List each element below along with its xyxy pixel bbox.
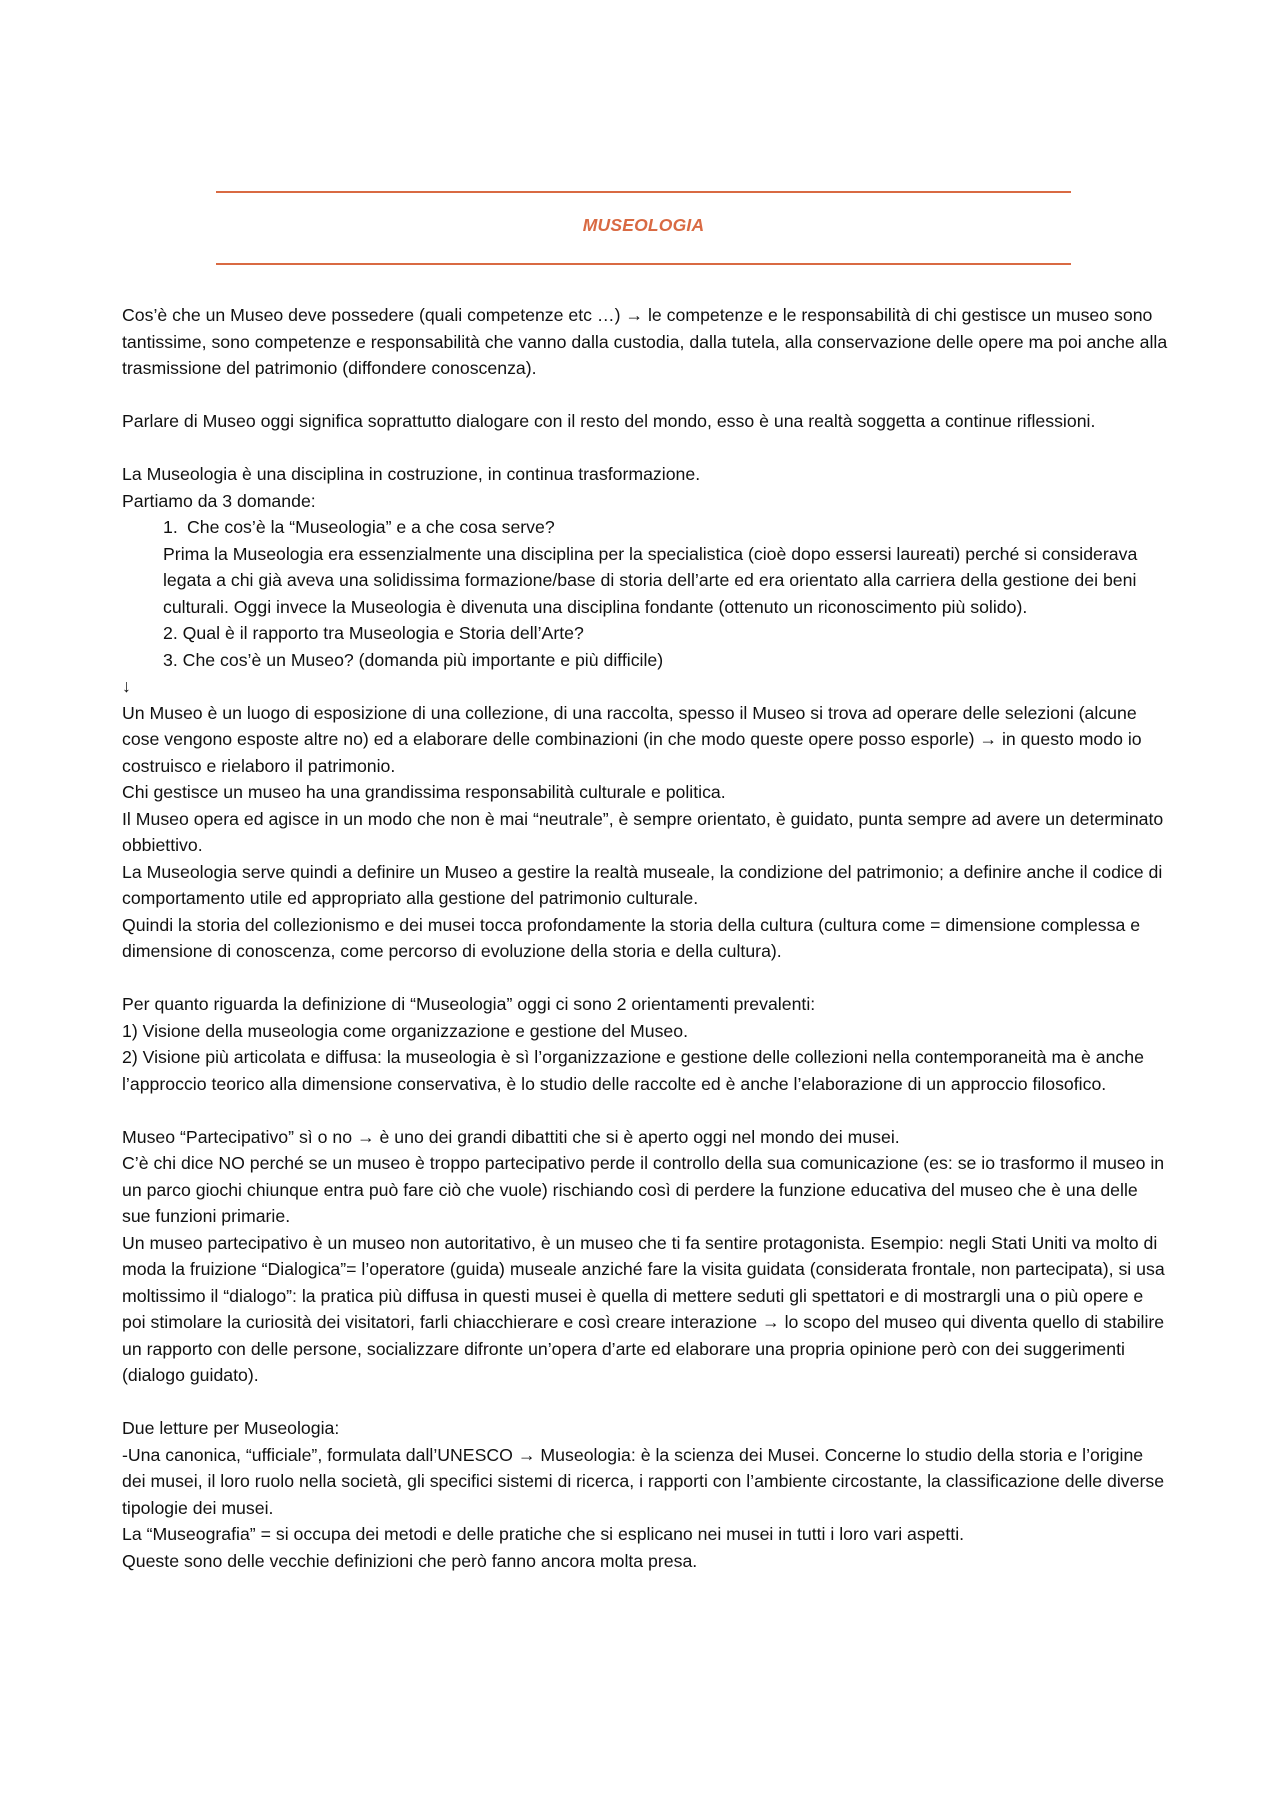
paragraph: La Museologia è una disciplina in costruzione, in continua trasformazione. bbox=[122, 464, 701, 484]
questions-list bbox=[122, 514, 1170, 673]
paragraph: Museo “Partecipativo” sì o no → è uno dei grandi dibattiti che si è aperto oggi nel mondo dei musei. bbox=[122, 1126, 900, 1147]
list-item: 3. Che cos’è un Museo? (domanda più importante e più difficile) bbox=[163, 649, 664, 670]
paragraph: Quindi la storia del collezionismo e dei musei tocca profondamente la storia della cultura (cultura come = dimensione complessa e dimensione di conoscenza, come percorso di evoluzione della storia e della cultura). bbox=[122, 914, 1141, 961]
paragraph: Un museo partecipativo è un museo non autoritativo, è un museo che ti fa sentire protagonista. Esempio: negli Stati Uniti va molto di moda la fruizione “Dialogica”= l’operatore (guida) museale anziché fare la visita guidata (considerata frontale, non partecipata), si usa moltissimo il “dialogo”: la pratica più diffusa in questi musei è quella di mettere seduti gli spettatori e di mostrargli una o più opere e poi stimolare la curiosità dei visitatori, farli chiacchierare e così creare interazione → lo scopo del museo qui diventa quello di stabilire un rapporto con delle persone, socializzare difronte un’opera d’arte ed elaborare una propria opinione però con dei suggerimenti (dialogo guidato). bbox=[122, 1232, 1165, 1385]
paragraph: Cos’è che un Museo deve possedere (quali competenze etc …) → le competenze e le responsabilità di chi gestisce un museo sono tantissime, sono competenze e responsabilità che vanno dalla custodia, dalla tutela, alla conservazione delle opere ma poi anche alla trasmissione del patrimonio (diffondere conoscenza). bbox=[122, 305, 1168, 378]
paragraph: Due letture per Museologia: bbox=[122, 1418, 340, 1438]
list-number: 1. bbox=[163, 517, 178, 537]
paragraph: Il Museo opera ed agisce in un modo che non è mai “neutrale”, è sempre orientato, è guidato, punta sempre ad avere un determinato obbiettivo. bbox=[122, 808, 1164, 855]
paragraph: Partiamo da 3 domande: bbox=[122, 490, 316, 511]
paragraph: 1) Visione della museologia come organizzazione e gestione del Museo. bbox=[122, 1020, 689, 1041]
paragraph: Un Museo è un luogo di esposizione di una collezione, di una raccolta, spesso il Museo si trova ad operare delle selezioni (alcune cose vengono esposte altre no) ed a elaborare delle combinazioni (in che modo queste opere posso esporle) → in questo modo io costruisco e rielaboro il patrimonio. bbox=[122, 702, 1142, 776]
paragraph: Chi gestisce un museo ha una grandissima responsabilità culturale e politica. bbox=[122, 782, 726, 802]
title-bottom-rule bbox=[216, 263, 1071, 265]
paragraph: Per quanto riguarda la definizione di “Museologia” oggi ci sono 2 orientamenti prevalenti: bbox=[122, 994, 816, 1014]
paragraph: C’è chi dice NO perché se un museo è troppo partecipativo perde il controllo della sua comunicazione (es: se io trasformo il museo in un parco giochi chiunque entra può fare ciò che vuole) rischiando così di perdere la funzione educativa del museo che è una delle sue funzioni primarie. bbox=[122, 1153, 1165, 1226]
paragraph: Parlare di Museo oggi significa soprattutto dialogare con il resto del mondo, esso è una realtà soggetta a continue riflessioni. bbox=[122, 411, 1096, 431]
document-body bbox=[122, 302, 1170, 1574]
page-title: MUSEOLOGIA bbox=[582, 215, 705, 235]
list-item-text: Che cos’è la “Museologia” e a che cosa serve? bbox=[187, 517, 555, 537]
paragraph: 2) Visione più articolata e diffusa: la museologia è sì l’organizzazione e gestione delle collezioni nella contemporaneità ma è anche l’approccio teorico alla dimensione conservativa, è lo studio delle raccolte ed è anche l’elaborazione di un approccio filosofico. bbox=[122, 1047, 1144, 1094]
paragraph: La “Museografia” = si occupa dei metodi e delle pratiche che si esplicano nei musei in tutti i loro vari aspetti. bbox=[122, 1524, 965, 1544]
list-item bbox=[163, 514, 1170, 541]
list-item: 2. Qual è il rapporto tra Museologia e Storia dell’Arte? bbox=[163, 623, 584, 643]
list-item-answer: Prima la Museologia era essenzialmente una disciplina per la specialistica (cioè dopo essersi laureati) perché si considerava legata a chi già aveva una solidissima formazione/base di storia dell’arte ed era orientato alla carriera della gestione dei beni culturali. Oggi invece la Museologia è divenuta una disciplina fondante (ottenuto un riconoscimento più solido). bbox=[163, 543, 1138, 617]
paragraph: Queste sono delle vecchie definizioni che però fanno ancora molta presa. bbox=[122, 1550, 698, 1571]
down-arrow: ↓ bbox=[122, 676, 131, 696]
title-top-rule bbox=[216, 191, 1071, 193]
paragraph: -Una canonica, “ufficiale”, formulata dall’UNESCO → Museologia: è la scienza dei Musei. Concerne lo studio della storia e l’origine dei musei, il loro ruolo nella società, gli specifici sistemi di ricerca, i rapporti con l’ambiente circostante, la classificazione delle diverse tipologie dei musei. bbox=[122, 1444, 1165, 1518]
paragraph: La Museologia serve quindi a definire un Museo a gestire la realtà museale, la condizione del patrimonio; a definire anche il codice di comportamento utile ed appropriato alla gestione del patrimonio culturale. bbox=[122, 861, 1163, 908]
